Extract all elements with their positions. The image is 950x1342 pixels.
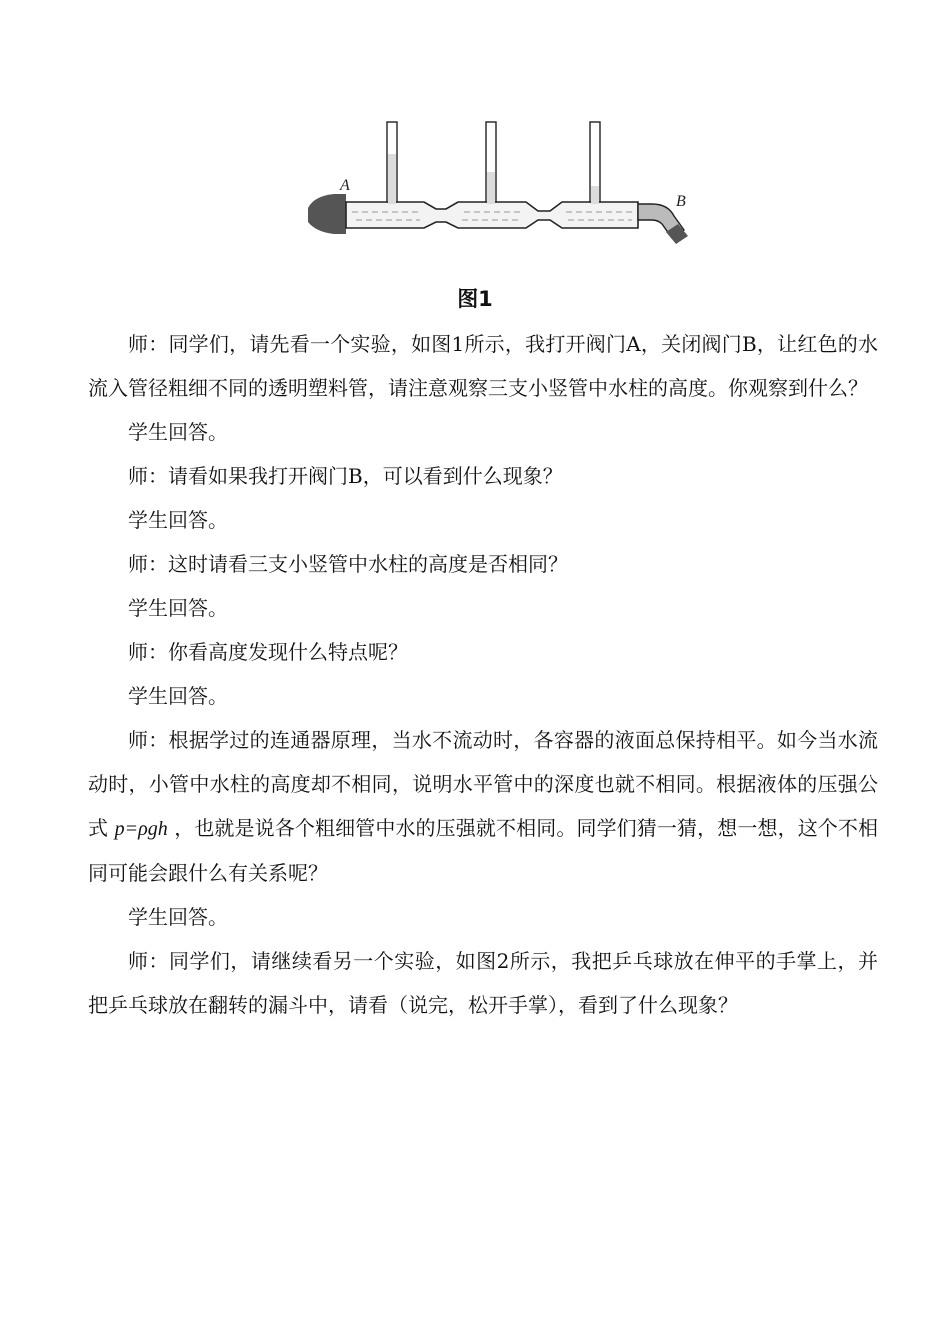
paragraph-text-after: ，也就是说各个粗细管中水的压强就不相同。同学们猜一猜，想一想，这个不相同可能会跟什么有关系呢？ — [88, 816, 879, 885]
paragraph: 师：请看如果我打开阀门B，可以看到什么现象？ — [128, 464, 563, 488]
paragraph: 学生回答。 — [128, 420, 228, 444]
pressure-formula: p=ρgh — [114, 818, 168, 840]
paragraph: 学生回答。 — [128, 508, 228, 532]
valve-a-shape — [308, 194, 346, 234]
horizontal-pipe — [346, 202, 638, 228]
label-a: A — [340, 177, 350, 194]
paragraph: 学生回答。 — [128, 684, 228, 708]
figure-caption: 图1 — [457, 287, 493, 311]
water-column-1 — [388, 154, 396, 204]
paragraph-text-before: 师：根据学过的连通器原理，当水不流动时，各容器的液面总保持相平。如今当水流动时，小管中水柱的高度却不相同，说明水平管中的深度也就不相同。根据液体的压强公式 — [88, 728, 878, 840]
water-column-3 — [591, 186, 599, 204]
paragraph — [88, 718, 878, 895]
body-text — [88, 322, 878, 1027]
figure-1-pipe-experiment — [300, 112, 700, 252]
pipe-diagram — [300, 112, 700, 252]
water-column-2 — [487, 172, 495, 204]
paragraph: 学生回答。 — [128, 596, 228, 620]
paragraph: 学生回答。 — [128, 905, 228, 929]
paragraph: 师：同学们，请先看一个实验，如图1所示，我打开阀门A，关闭阀门B，让红色的水流入管径粗细不同的透明塑料管，请注意观察三支小竖管中水柱的高度。你观察到什么？ — [88, 332, 878, 400]
label-b: B — [676, 193, 686, 210]
paragraph: 师：你看高度发现什么特点呢？ — [128, 640, 408, 664]
paragraph: 师：这时请看三支小竖管中水柱的高度是否相同？ — [128, 552, 568, 576]
paragraph: 师：同学们，请继续看另一个实验，如图2所示，我把乒乓球放在伸平的手掌上，并把乒乓球放在翻转的漏斗中，请看（说完，松开手掌），看到了什么现象？ — [88, 949, 878, 1017]
